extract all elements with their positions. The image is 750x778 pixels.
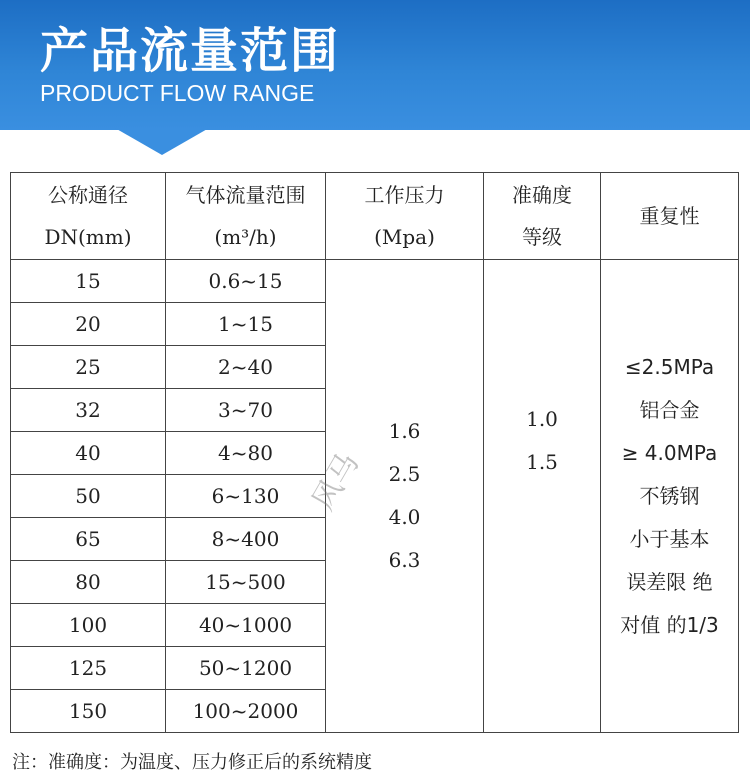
pressure-value: 4.0 xyxy=(388,505,421,529)
cell-dn: 20 xyxy=(11,303,166,346)
header-pressure xyxy=(326,173,484,260)
page-subtitle: PRODUCT FLOW RANGE xyxy=(40,80,315,106)
cell-dn: 32 xyxy=(11,389,166,432)
cell-flow: 15~500 xyxy=(166,561,326,604)
cell-flow: 6~130 xyxy=(166,475,326,518)
repeatability-line: ≥ 4.0MPa xyxy=(621,440,718,465)
pressure-value: 1.6 xyxy=(388,419,421,443)
header-accuracy xyxy=(484,173,601,260)
cell-flow: 4~80 xyxy=(166,432,326,475)
cell-dn: 40 xyxy=(11,432,166,475)
cell-flow: 50~1200 xyxy=(166,647,326,690)
cell-repeatability xyxy=(601,260,739,733)
cell-flow: 2~40 xyxy=(166,346,326,389)
cell-dn: 65 xyxy=(11,518,166,561)
cell-flow: 1~15 xyxy=(166,303,326,346)
cell-flow: 100~2000 xyxy=(166,690,326,733)
header-flow-line1: 气体流量范围 xyxy=(185,183,306,207)
cell-flow: 0.6~15 xyxy=(166,260,326,303)
repeatability-line: 小于基本 xyxy=(629,526,710,551)
cell-dn: 150 xyxy=(11,690,166,733)
footnote: 注：准确度：为温度、压力修正后的系统精度 xyxy=(12,752,372,773)
pressure-value: 6.3 xyxy=(388,548,421,572)
table-header-row xyxy=(11,173,739,260)
pressure-value: 2.5 xyxy=(388,462,421,486)
banner-pointer xyxy=(115,128,209,155)
watermark: 风马 xyxy=(305,447,367,517)
cell-flow: 8~400 xyxy=(166,518,326,561)
table-row xyxy=(11,260,739,303)
repeatability-line: 对值 的1/3 xyxy=(620,612,719,637)
cell-flow: 40~1000 xyxy=(166,604,326,647)
accuracy-value: 1.0 xyxy=(526,407,558,431)
accuracy-value: 1.5 xyxy=(526,450,558,474)
cell-dn: 50 xyxy=(11,475,166,518)
page-title: 产品流量范围 xyxy=(40,23,341,79)
repeatability-line: 不锈钢 xyxy=(639,483,700,508)
header-accuracy-line2: 等级 xyxy=(522,225,562,249)
cell-dn: 80 xyxy=(11,561,166,604)
repeatability-line: ≤2.5MPa xyxy=(624,354,715,379)
flow-range-table xyxy=(10,172,739,733)
repeatability-line: 误差限 绝 xyxy=(626,569,713,594)
cell-dn: 125 xyxy=(11,647,166,690)
header-repeatability: 重复性 xyxy=(601,173,739,260)
cell-pressure-values xyxy=(326,260,484,733)
repeatability-line: 铝合金 xyxy=(639,397,700,422)
header-flow xyxy=(166,173,326,260)
cell-dn: 100 xyxy=(11,604,166,647)
header-pressure-line2: (Mpa) xyxy=(374,225,435,249)
cell-dn: 25 xyxy=(11,346,166,389)
cell-accuracy-values xyxy=(484,260,601,733)
header-dn xyxy=(11,173,166,260)
header-dn-line2: DN(mm) xyxy=(44,225,132,249)
header-pressure-line1: 工作压力 xyxy=(364,183,445,207)
cell-dn: 15 xyxy=(11,260,166,303)
header-flow-line2: (m³/h) xyxy=(214,225,277,249)
header-dn-line1: 公称通径 xyxy=(48,183,128,207)
header-accuracy-line1: 准确度 xyxy=(512,183,572,207)
cell-flow: 3~70 xyxy=(166,389,326,432)
